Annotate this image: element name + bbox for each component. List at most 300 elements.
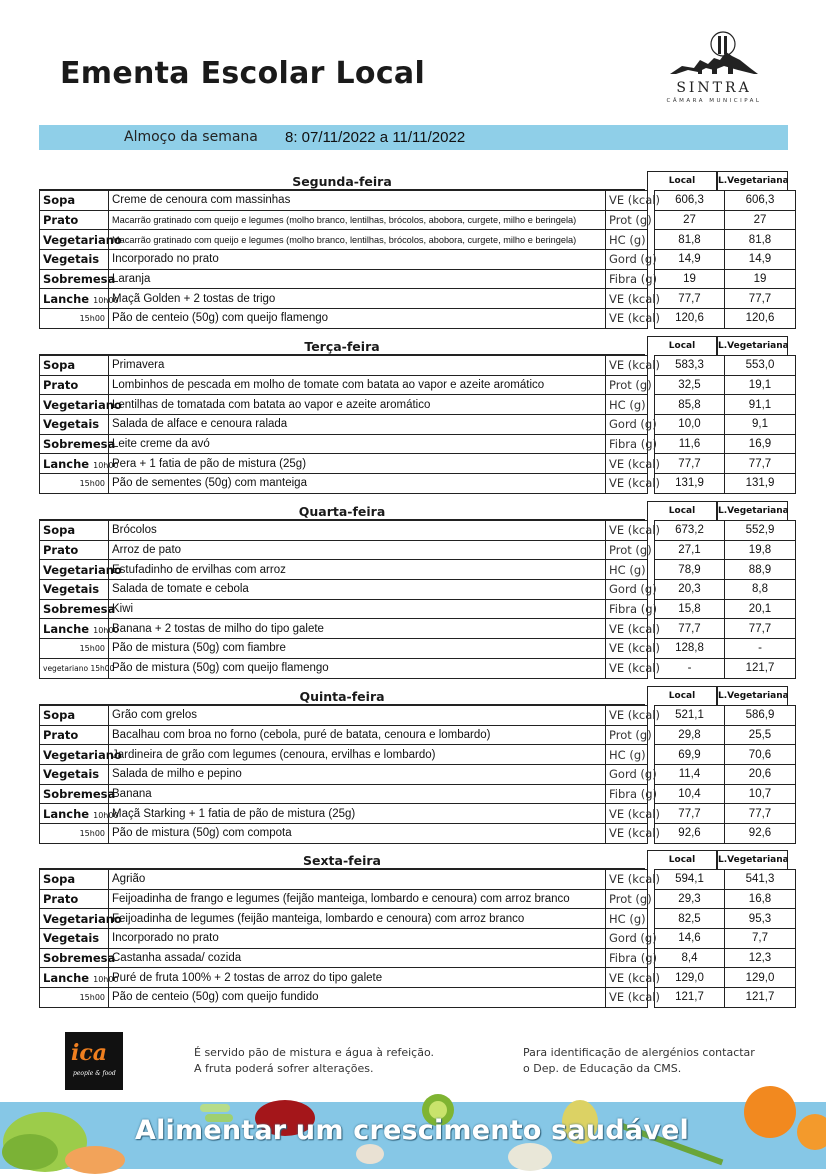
category-label: Sopa <box>43 708 76 723</box>
vegetarian-value: 20,1 <box>725 599 796 619</box>
category-label: Sopa <box>43 193 76 208</box>
vegetarian-value: 586,9 <box>725 706 796 726</box>
day-header <box>39 501 788 520</box>
vegetarian-value: 14,9 <box>725 250 796 270</box>
meal-category <box>40 948 116 968</box>
sintra-logo <box>664 30 764 110</box>
dish-name: Jardineira de grão com legumes (cenoura, ervilhas e lombardo) <box>109 745 606 765</box>
meal-category <box>40 191 109 211</box>
meal-time: 15h00 <box>79 478 105 488</box>
local-value: 606,3 <box>655 191 725 211</box>
nutrient-label: VE (kcal) <box>606 454 648 474</box>
day-header <box>39 850 788 869</box>
dish-name: Banana <box>109 784 606 804</box>
dish-name: Salada de milho e pepino <box>109 765 606 785</box>
category-label: Lanche <box>43 456 90 471</box>
nutrient-label: VE (kcal) <box>606 988 648 1008</box>
table-row <box>40 824 796 844</box>
divider <box>39 189 645 190</box>
vegetarian-value: 121,7 <box>725 658 796 678</box>
meal-category <box>40 454 119 474</box>
nutrient-label: Gord (g) <box>606 250 648 270</box>
table-row <box>40 639 796 659</box>
week-label: Almoço da semana <box>124 129 258 145</box>
day-name: Sexta-feira <box>303 853 381 868</box>
meal-category <box>40 580 109 600</box>
dish-name: Laranja <box>109 269 606 289</box>
logo-subtitle: CÂMARA MUNICIPAL <box>666 98 762 104</box>
dish-name: Pão de mistura (50g) com compota <box>109 824 606 844</box>
nutrient-label: VE (kcal) <box>606 870 648 890</box>
dish-name: Creme de cenoura com massinhas <box>109 191 606 211</box>
table-row <box>40 948 796 968</box>
meal-category <box>40 784 116 804</box>
category-label: Lanche <box>43 621 90 636</box>
vegetarian-value: 88,9 <box>725 560 796 580</box>
nutrient-label: VE (kcal) <box>606 191 648 211</box>
column-header-local: Local <box>647 686 717 705</box>
footer-note-line: É servido pão de mistura e água à refeição. <box>194 1046 434 1059</box>
nutrient-label: Prot (g) <box>606 375 648 395</box>
nutrient-label: VE (kcal) <box>606 474 648 494</box>
vegetarian-value: 77,7 <box>725 454 796 474</box>
local-value: 27,1 <box>655 540 725 560</box>
day-section <box>39 171 788 329</box>
dish-name: Macarrão gratinado com queijo e legumes (molho branco, lentilhas, brócolos, abobora, curgete, milho e beringela) <box>109 210 606 230</box>
nutrient-label: Prot (g) <box>606 725 648 745</box>
local-value: 521,1 <box>655 706 725 726</box>
vegetarian-value: 9,1 <box>725 415 796 435</box>
local-value: 78,9 <box>655 560 725 580</box>
category-label: Prato <box>43 728 79 743</box>
local-value: 29,3 <box>655 889 725 909</box>
vegetarian-value: 120,6 <box>725 309 796 329</box>
local-value: 131,9 <box>655 474 725 494</box>
day-name: Terça-feira <box>304 339 380 354</box>
nutrient-label: VE (kcal) <box>606 804 648 824</box>
dish-name: Agrião <box>109 870 606 890</box>
category-label: Prato <box>43 543 79 558</box>
day-header <box>39 336 788 355</box>
meal-time-cell <box>40 474 109 494</box>
table-row <box>40 540 796 560</box>
vegetarian-value: 92,6 <box>725 824 796 844</box>
column-header-vegetarian: L.Vegetariana <box>717 336 788 355</box>
meal-time: 10h00 <box>93 810 119 820</box>
dish-name: Feijoadinha de legumes (feijão manteiga, lombardo e cenoura) com arroz branco <box>109 909 606 929</box>
ica-logo-text: ica <box>71 1040 108 1066</box>
dish-name: Pão de centeio (50g) com queijo fundido <box>109 988 606 1008</box>
local-value: 14,9 <box>655 250 725 270</box>
vegetarian-value: 8,8 <box>725 580 796 600</box>
vegetarian-value: 19 <box>725 269 796 289</box>
table-row <box>40 230 796 250</box>
table-row <box>40 765 796 785</box>
meal-category <box>40 619 119 639</box>
vegetarian-value: 95,3 <box>725 909 796 929</box>
table-row <box>40 434 796 454</box>
vegetarian-value: 121,7 <box>725 988 796 1008</box>
nutrient-label: VE (kcal) <box>606 639 648 659</box>
table-row <box>40 395 796 415</box>
day-name: Quarta-feira <box>298 504 386 519</box>
dish-name: Feijoadinha de frango e legumes (feijão manteiga, lombardo e cenoura) com arroz branco <box>109 889 606 909</box>
vegetarian-value: 81,8 <box>725 230 796 250</box>
nutrient-label: VE (kcal) <box>606 706 648 726</box>
dish-name: Estufadinho de ervilhas com arroz <box>109 560 606 580</box>
vegetarian-value: 19,8 <box>725 540 796 560</box>
dish-name: Primavera <box>109 356 606 376</box>
vegetarian-value: 7,7 <box>725 929 796 949</box>
day-section <box>39 336 788 494</box>
table-row <box>40 474 796 494</box>
local-value: - <box>655 658 725 678</box>
meal-time: 10h00 <box>93 625 119 635</box>
dish-name: Salada de alface e cenoura ralada <box>109 415 606 435</box>
vegetarian-value: 131,9 <box>725 474 796 494</box>
table-row <box>40 269 796 289</box>
nutrient-label: Fibra (g) <box>606 434 648 454</box>
meal-time: vegetariano 15h00 <box>43 663 115 673</box>
dish-name: Brócolos <box>109 521 606 541</box>
dish-name: Puré de fruta 100% + 2 tostas de arroz do tipo galete <box>109 968 606 988</box>
nutrient-label: VE (kcal) <box>606 658 648 678</box>
nutrient-label: VE (kcal) <box>606 309 648 329</box>
local-value: 8,4 <box>655 948 725 968</box>
dish-name: Lombinhos de pescada em molho de tomate com batata ao vapor e azeite aromático <box>109 375 606 395</box>
vegetarian-value: 25,5 <box>725 725 796 745</box>
category-label: Vegetariano <box>43 562 122 577</box>
meal-category <box>40 540 109 560</box>
local-value: 120,6 <box>655 309 725 329</box>
day-name: Quinta-feira <box>299 689 385 704</box>
table-row <box>40 870 796 890</box>
spacer <box>648 745 655 765</box>
nutrient-label: VE (kcal) <box>606 521 648 541</box>
nutrient-label: HC (g) <box>606 909 648 929</box>
category-label: Prato <box>43 213 79 228</box>
table-row <box>40 415 796 435</box>
meal-time: 10h00 <box>93 460 119 470</box>
dish-name: Pão de mistura (50g) com queijo flamengo <box>109 658 606 678</box>
meal-category <box>40 909 122 929</box>
divider <box>39 354 645 355</box>
local-value: 129,0 <box>655 968 725 988</box>
local-value: 19 <box>655 269 725 289</box>
meal-category <box>40 560 122 580</box>
meal-time: 15h00 <box>79 313 105 323</box>
category-label: Lanche <box>43 291 90 306</box>
local-value: 69,9 <box>655 745 725 765</box>
table-row <box>40 375 796 395</box>
category-label: Sobremesa <box>43 272 116 287</box>
local-value: 81,8 <box>655 230 725 250</box>
category-label: Vegetais <box>43 582 100 597</box>
dish-name: Maçã Starking + 1 fatia de pão de mistura (25g) <box>109 804 606 824</box>
day-name: Segunda-feira <box>292 174 392 189</box>
table-row <box>40 580 796 600</box>
category-label: Vegetais <box>43 417 100 432</box>
category-label: Vegetariano <box>43 747 122 762</box>
category-label: Sopa <box>43 358 76 373</box>
meal-category <box>40 599 116 619</box>
category-label: Vegetariano <box>43 911 122 926</box>
vegetarian-value: 91,1 <box>725 395 796 415</box>
nutrient-label: HC (g) <box>606 395 648 415</box>
nutrient-label: VE (kcal) <box>606 289 648 309</box>
meal-category <box>40 434 116 454</box>
category-label: Sobremesa <box>43 437 116 452</box>
local-value: 10,0 <box>655 415 725 435</box>
menu-table <box>39 705 796 844</box>
meal-category <box>40 521 109 541</box>
category-label: Vegetariano <box>43 397 122 412</box>
week-band <box>39 125 788 150</box>
meal-time: 15h00 <box>79 643 105 653</box>
meal-category <box>40 968 119 988</box>
vegetarian-value: - <box>725 639 796 659</box>
slogan: Alimentar um crescimento saudável <box>135 1115 689 1146</box>
dish-name: Banana + 2 tostas de milho do tipo galete <box>109 619 606 639</box>
table-row <box>40 309 796 329</box>
table-row <box>40 988 796 1008</box>
category-label: Vegetariano <box>43 232 122 247</box>
footer-note-left <box>194 1045 434 1076</box>
table-row <box>40 929 796 949</box>
table-row <box>40 706 796 726</box>
local-value: 11,4 <box>655 765 725 785</box>
meal-category <box>40 706 109 726</box>
vegetarian-value: 541,3 <box>725 870 796 890</box>
menu-table <box>39 355 796 494</box>
meal-category <box>40 210 109 230</box>
local-value: 121,7 <box>655 988 725 1008</box>
dish-name: Salada de tomate e cebola <box>109 580 606 600</box>
spacer <box>648 909 655 929</box>
category-label: Lanche <box>43 970 90 985</box>
dish-name: Castanha assada/ cozida <box>109 948 606 968</box>
dish-name: Pera + 1 fatia de pão de mistura (25g) <box>109 454 606 474</box>
meal-category <box>40 289 119 309</box>
meal-category <box>40 765 109 785</box>
table-row <box>40 804 796 824</box>
vegetarian-value: 129,0 <box>725 968 796 988</box>
dish-name: Pão de sementes (50g) com manteiga <box>109 474 606 494</box>
nutrient-label: VE (kcal) <box>606 356 648 376</box>
table-row <box>40 560 796 580</box>
vegetarian-value: 77,7 <box>725 289 796 309</box>
nutrient-label: Prot (g) <box>606 889 648 909</box>
table-row <box>40 968 796 988</box>
local-value: 77,7 <box>655 289 725 309</box>
meal-category <box>40 725 109 745</box>
spacer <box>648 560 655 580</box>
nutrient-label: Gord (g) <box>606 415 648 435</box>
ica-logo-tagline: people & food <box>73 1070 116 1077</box>
local-value: 85,8 <box>655 395 725 415</box>
meal-time-cell <box>40 988 109 1008</box>
local-value: 11,6 <box>655 434 725 454</box>
table-row <box>40 210 796 230</box>
meal-category <box>40 745 122 765</box>
footer-note-right <box>523 1045 755 1076</box>
day-header <box>39 171 788 190</box>
day-section <box>39 850 788 1008</box>
vegetarian-value: 552,9 <box>725 521 796 541</box>
table-row <box>40 784 796 804</box>
dish-name: Maçã Golden + 2 tostas de trigo <box>109 289 606 309</box>
local-value: 20,3 <box>655 580 725 600</box>
column-header-local: Local <box>647 850 717 869</box>
meal-category <box>40 889 109 909</box>
local-value: 14,6 <box>655 929 725 949</box>
meal-category <box>40 269 116 289</box>
table-row <box>40 454 796 474</box>
meal-time: 10h00 <box>93 974 119 984</box>
nutrient-label: Prot (g) <box>606 540 648 560</box>
local-value: 77,7 <box>655 804 725 824</box>
vegetarian-value: 20,6 <box>725 765 796 785</box>
meal-time-cell <box>40 639 109 659</box>
meal-time: 15h00 <box>79 992 105 1002</box>
sintra-palace-icon <box>668 30 760 78</box>
dish-name: Lentilhas de tomatada com batata ao vapor e azeite aromático <box>109 395 606 415</box>
column-header-vegetarian: L.Vegetariana <box>717 171 788 190</box>
vegetarian-value: 10,7 <box>725 784 796 804</box>
local-value: 673,2 <box>655 521 725 541</box>
column-header-local: Local <box>647 336 717 355</box>
meal-category <box>40 929 109 949</box>
meal-time-cell <box>40 824 109 844</box>
nutrient-label: Fibra (g) <box>606 599 648 619</box>
category-label: Vegetais <box>43 252 100 267</box>
nutrient-label: Gord (g) <box>606 929 648 949</box>
week-range: 8: 07/11/2022 a 11/11/2022 <box>285 129 466 146</box>
dish-name: Bacalhau com broa no forno (cebola, puré de batata, cenoura e lombardo) <box>109 725 606 745</box>
table-row <box>40 599 796 619</box>
table-row <box>40 909 796 929</box>
local-value: 82,5 <box>655 909 725 929</box>
meal-category <box>40 230 122 250</box>
vegetarian-value: 12,3 <box>725 948 796 968</box>
vegetarian-value: 16,8 <box>725 889 796 909</box>
local-value: 128,8 <box>655 639 725 659</box>
footer-note-line: o Dep. de Educação da CMS. <box>523 1061 682 1075</box>
day-section <box>39 686 788 844</box>
logo-name: SINTRA <box>676 80 752 96</box>
dish-name: Pão de mistura (50g) com fiambre <box>109 639 606 659</box>
spacer <box>648 230 655 250</box>
local-value: 594,1 <box>655 870 725 890</box>
table-row <box>40 658 796 678</box>
meal-category <box>40 870 109 890</box>
nutrient-label: Prot (g) <box>606 210 648 230</box>
table-row <box>40 289 796 309</box>
local-value: 27 <box>655 210 725 230</box>
vegetarian-value: 70,6 <box>725 745 796 765</box>
vegetarian-value: 77,7 <box>725 619 796 639</box>
meal-time: 10h00 <box>93 295 119 305</box>
nutrient-label: VE (kcal) <box>606 968 648 988</box>
menu-table <box>39 190 796 329</box>
nutrient-label: VE (kcal) <box>606 619 648 639</box>
nutrient-label: Gord (g) <box>606 765 648 785</box>
footer-note-line: A fruta poderá sofrer alterações. <box>194 1061 374 1075</box>
meal-category <box>40 250 109 270</box>
meal-category <box>40 415 109 435</box>
nutrient-label: HC (g) <box>606 560 648 580</box>
table-row <box>40 725 796 745</box>
nutrient-label: Fibra (g) <box>606 784 648 804</box>
category-label: Prato <box>43 892 79 907</box>
spacer <box>648 395 655 415</box>
category-label: Vegetais <box>43 931 100 946</box>
category-label: Sobremesa <box>43 602 116 617</box>
day-header <box>39 686 788 705</box>
vegetarian-value: 553,0 <box>725 356 796 376</box>
nutrient-label: HC (g) <box>606 230 648 250</box>
vegetarian-value: 77,7 <box>725 804 796 824</box>
footer-note-line: Para identificação de alergénios contactar <box>523 1046 755 1059</box>
divider <box>39 868 645 869</box>
nutrient-label: Fibra (g) <box>606 269 648 289</box>
meal-category <box>40 375 109 395</box>
dish-name: Pão de centeio (50g) com queijo flamengo <box>109 309 606 329</box>
table-row <box>40 619 796 639</box>
dish-name: Kiwi <box>109 599 606 619</box>
ica-logo <box>65 1032 123 1090</box>
table-row <box>40 889 796 909</box>
column-header-local: Local <box>647 171 717 190</box>
dish-name: Incorporado no prato <box>109 250 606 270</box>
vegetarian-value: 606,3 <box>725 191 796 211</box>
table-row <box>40 521 796 541</box>
table-row <box>40 745 796 765</box>
meal-category <box>40 804 119 824</box>
dish-name: Macarrão gratinado com queijo e legumes (molho branco, lentilhas, brócolos, abobora, curgete, milho e beringela) <box>109 230 606 250</box>
category-label: Prato <box>43 378 79 393</box>
column-header-vegetarian: L.Vegetariana <box>717 850 788 869</box>
vegetarian-value: 27 <box>725 210 796 230</box>
day-section <box>39 501 788 679</box>
category-label: Sopa <box>43 872 76 887</box>
table-row <box>40 356 796 376</box>
meal-category <box>40 356 109 376</box>
local-value: 77,7 <box>655 454 725 474</box>
meal-time-cell <box>40 658 115 678</box>
local-value: 29,8 <box>655 725 725 745</box>
dish-name: Arroz de pato <box>109 540 606 560</box>
divider <box>39 519 645 520</box>
table-row <box>40 250 796 270</box>
menu-table <box>39 520 796 679</box>
dish-name: Incorporado no prato <box>109 929 606 949</box>
meal-time: 15h00 <box>79 828 105 838</box>
nutrient-label: Fibra (g) <box>606 948 648 968</box>
menu-table <box>39 869 796 1008</box>
category-label: Vegetais <box>43 767 100 782</box>
column-header-vegetarian: L.Vegetariana <box>717 501 788 520</box>
meal-time-cell <box>40 309 109 329</box>
dish-name: Leite creme da avó <box>109 434 606 454</box>
local-value: 583,3 <box>655 356 725 376</box>
local-value: 15,8 <box>655 599 725 619</box>
table-row <box>40 191 796 211</box>
local-value: 77,7 <box>655 619 725 639</box>
local-value: 92,6 <box>655 824 725 844</box>
category-label: Lanche <box>43 806 90 821</box>
meal-category <box>40 395 122 415</box>
